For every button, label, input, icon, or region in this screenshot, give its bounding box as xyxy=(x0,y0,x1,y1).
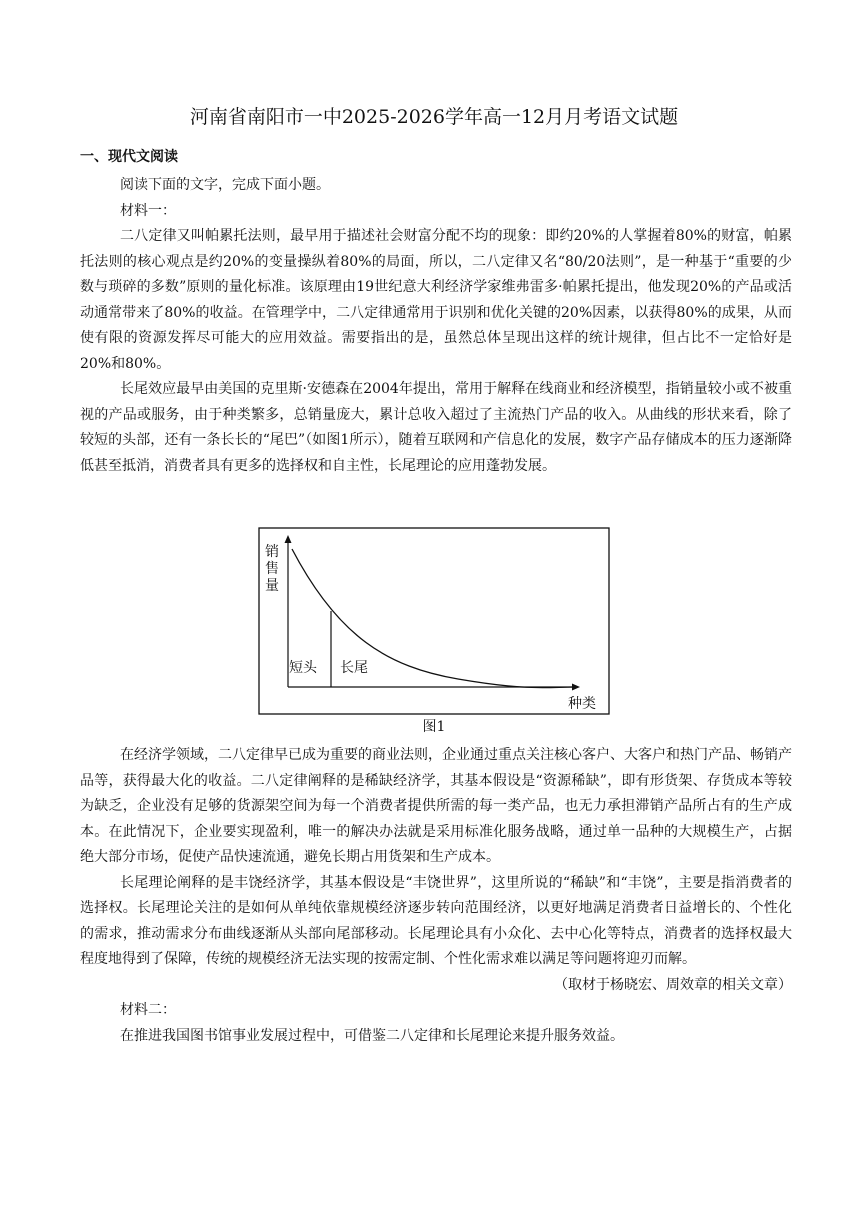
long-tail-figure xyxy=(258,527,610,717)
text-block-lower xyxy=(80,743,792,1049)
paragraph-abundance: 长尾理论阐释的是丰饶经济学，其基本假设是“丰饶世界”，这里所说的“稀缺”和“丰饶”，主要是指消费者的选择权。长尾理论关注的是如何从单纯依靠规模经济逐步转向范围经济，以更好地满足消费者日益增长的、个性化的需求，推动需求分布曲线逐渐从头部向尾部移动。长尾理论具有小众化、去中心化等特点，消费者的选择权最大程度地得到了保障，传统的规模经济无法实现的按需定制、个性化需求难以满足等问题将迎刃而解。 xyxy=(80,874,792,967)
figure-caption: 图1 xyxy=(422,719,446,735)
document-title: 河南省南阳市一中2025-2026学年高一12月月考语文试题 xyxy=(189,106,679,128)
y-axis-label-3: 量 xyxy=(265,578,279,594)
x-axis-label: 种类 xyxy=(568,696,596,712)
tail-label: 长尾 xyxy=(340,660,368,676)
source-note: （取材于杨晓宏、周效章的相关文章） xyxy=(554,976,792,993)
head-label: 短头 xyxy=(289,660,317,676)
y-axis-label-1: 销 xyxy=(265,544,279,560)
material-two-label: 材料二： xyxy=(120,1002,176,1018)
section-heading: 一、现代文阅读 xyxy=(80,149,178,165)
figure-frame xyxy=(259,528,609,714)
paragraph-library: 在推进我国图书馆事业发展过程中，可借鉴二八定律和长尾理论来提升服务效益。 xyxy=(120,1027,624,1044)
instruction-text: 阅读下面的文字，完成下面小题。 xyxy=(120,177,330,193)
y-axis-label-2: 售 xyxy=(265,561,279,577)
paragraph-scarcity: 在经济学领域，二八定律早已成为重要的商业法则，企业通过重点关注核心客户、大客户和热门产品、畅销产品等，获得最大化的收益。二八定律阐释的是稀缺经济学，其基本假设是“资源稀缺”，即有形货架、存货成本等较为缺乏，企业没有足够的货源架空间为每一个消费者提供所需的每一类产品，也无力承担滞销产品所占有的生产成本。在此情况下，企业要实现盈利，唯一的解决办法就是采用标准化服务战略，通过单一品种的大规模生产，占据绝大部分市场，促使产品快速流通，避免长期占用货架和生产成本。 xyxy=(80,747,792,865)
y-axis-arrow xyxy=(285,535,292,543)
long-tail-curve xyxy=(292,549,574,688)
paragraph-long-tail: 长尾效应最早由美国的克里斯·安德森在2004年提出，常用于解释在线商业和经济模型，指销量较小或不被重视的产品或服务，由于种类繁多，总销量庞大，累计总收入超过了主流热门产品的收入。从曲线的形状来看，除了较短的头部，还有一条长长的“尾巴”（如图1所示），随着互联网和产信息化的发展，数字产品存储成本的压力逐渐降低甚至抵消，消费者具有更多的选择权和自主性，长尾理论的应用蓬勃发展。 xyxy=(80,381,792,474)
material-one-label: 材料一： xyxy=(120,202,176,219)
paragraph-pareto: 二八定律又叫帕累托法则，最早用于描述社会财富分配不均的现象：即约20%的人掌握着80%的财富，帕累托法则的核心观点是约20%的变量操纵着80%的局面，所以，二八定律又名“80/20法则”，是一种基于“重要的少数与琐碎的多数”原则的量化标准。该原理由19世纪意大利经济学家维弗雷多·帕累托提出，他发现20%的产品或活动通常带来了80%的收益。在管理学中，二八定律通常用于识别和优化关键的20%因素，以获得80%的成果，从而使有限的资源发挥尽可能大的应用效益。需要指出的是，虽然总体呈现出这样的统计规律，但占比不一定恰好是20%和80%。 xyxy=(80,228,792,372)
text-block-upper xyxy=(80,173,792,479)
